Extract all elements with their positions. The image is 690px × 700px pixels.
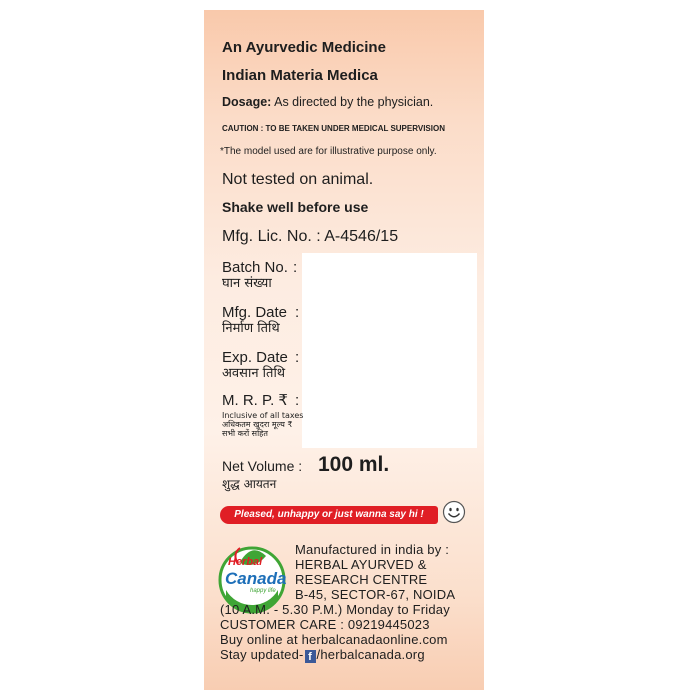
model-note: *The model used are for illustrative purpose only. [220,146,437,157]
mfg-date-field [222,304,287,336]
net-volume-hindi: शुद्ध आयतन [222,477,277,491]
mrp-inclusive: Inclusive of all taxes [222,411,304,420]
mrp-hindi-max: अधिकतम खुदरा मूल्य ₹ [222,420,293,429]
batch-label: Batch No. [222,259,288,276]
mrp-label: M. R. P. ₹ [222,392,288,409]
net-volume-value: 100 ml. [318,453,390,476]
mfg-date-label: Mfg. Date [222,304,288,321]
customer-care-phone: CUSTOMER CARE : 09219445023 [220,617,430,632]
mrp-field [222,392,303,438]
net-volume-label: Net Volume : [222,458,303,474]
exp-date-field [222,349,288,381]
stay-updated-line [220,647,425,663]
batch-colon: : [293,259,298,276]
batch-label-hindi: घान संख्या [222,276,272,291]
caution-text: CAUTION : TO BE TAKEN UNDER MEDICAL SUPERVISION [222,124,445,133]
dosage-value: As directed by the physician. [274,95,434,109]
exp-date-label-hindi: अवसान तिथि [222,366,286,381]
buy-online-link[interactable]: Buy online at herbalcanadaonline.com [220,632,448,647]
mfg-lic-text: Mfg. Lic. No. : A-4546/15 [222,228,399,245]
facebook-icon[interactable]: f [305,650,316,663]
batch-field [222,259,288,291]
facebook-page-link[interactable]: /herbalcanada.org [316,647,425,662]
stay-updated-prefix: Stay updated- [220,647,304,662]
shake-text: Shake well before use [222,199,369,215]
logo-canada-text: Canada [225,569,287,588]
mfg-date-colon: : [295,304,300,321]
company-address: B-45, SECTOR-67, NOIDA [295,587,456,602]
mrp-hindi-taxes: सभी करों सहित [222,429,268,438]
exp-date-colon: : [295,349,300,366]
manufactured-by: Manufactured in india by : [295,542,450,557]
batch-info-blank-box [302,253,477,448]
logo-tagline: happy life [250,588,276,594]
feedback-banner: Pleased, unhappy or just wanna say hi ! [220,506,438,524]
customer-care-hours: (10 A.M. - 5.30 P.M.) Monday to Friday [220,602,450,617]
materia-heading: Indian Materia Medica [222,67,378,84]
not-tested-text: Not tested on animal. [222,171,374,188]
company-name-2: RESEARCH CENTRE [295,572,428,587]
dosage-line [222,95,433,109]
smiley-icon [442,500,466,524]
mfg-date-label-hindi: निर्माण तिथि [222,321,280,336]
ayurvedic-heading: An Ayurvedic Medicine [222,39,386,56]
logo-herbal-text: Herbal [228,556,263,568]
dosage-label: Dosage: [222,95,272,109]
company-name-1: HERBAL AYURVED & [295,557,427,572]
exp-date-label: Exp. Date [222,349,288,366]
mrp-colon: : [295,392,300,409]
